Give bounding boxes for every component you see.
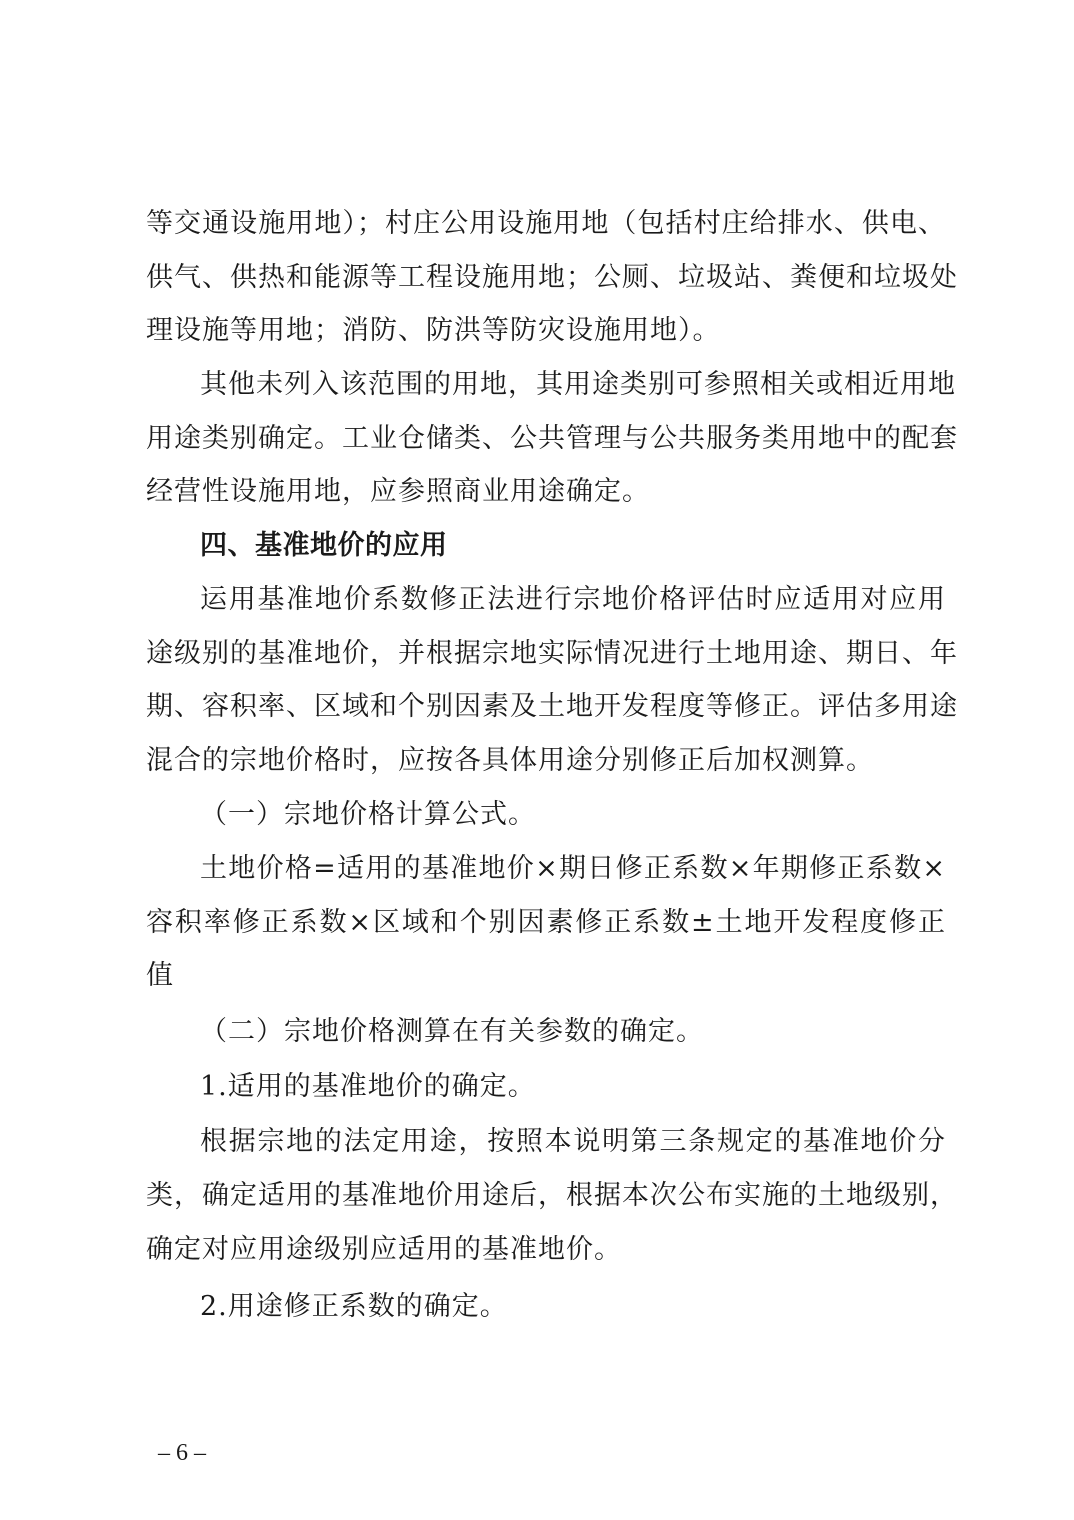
item-heading: 2.用途修正系数的确定。	[200, 1291, 508, 1322]
page-number: – 6 –	[158, 1440, 206, 1466]
formula-line: 容积率修正系数×区域和个别因素修正系数±土地开发程度修正	[146, 907, 946, 938]
subsection-heading: （二）宗地价格测算在有关参数的确定。	[200, 1016, 704, 1047]
body-line: 供气、供热和能源等工程设施用地；公厕、垃圾站、粪便和垃圾处	[146, 262, 958, 293]
body-line: 根据宗地的法定用途，按照本说明第三条规定的基准地价分	[200, 1126, 946, 1157]
body-line: 运用基准地价系数修正法进行宗地价格评估时应适用对应用	[200, 584, 946, 615]
body-line: 确定对应用途级别应适用的基准地价。	[146, 1234, 622, 1265]
body-line: 用途类别确定。工业仓储类、公共管理与公共服务类用地中的配套	[146, 423, 958, 454]
body-line: 经营性设施用地，应参照商业用途确定。	[146, 476, 650, 507]
item-heading: 1.适用的基准地价的确定。	[200, 1071, 536, 1102]
body-line: 类，确定适用的基准地价用途后，根据本次公布实施的土地级别，	[146, 1180, 958, 1211]
body-line: 期、容积率、区域和个别因素及土地开发程度等修正。评估多用途	[146, 691, 958, 722]
body-line: 途级别的基准地价，并根据宗地实际情况进行土地用途、期日、年	[146, 638, 958, 669]
body-line: 混合的宗地价格时，应按各具体用途分别修正后加权测算。	[146, 745, 874, 776]
formula-line: 值	[146, 960, 174, 991]
body-line: 理设施等用地；消防、防洪等防灾设施用地）。	[146, 315, 721, 346]
subsection-heading: （一）宗地价格计算公式。	[200, 799, 536, 830]
body-line: 等交通设施用地）；村庄公用设施用地（包括村庄给排水、供电、	[146, 208, 946, 239]
body-line: 其他未列入该范围的用地，其用途类别可参照相关或相近用地	[200, 369, 956, 400]
formula-line: 土地价格=适用的基准地价×期日修正系数×年期修正系数×	[200, 853, 946, 884]
section-heading: 四、基准地价的应用	[200, 530, 448, 561]
